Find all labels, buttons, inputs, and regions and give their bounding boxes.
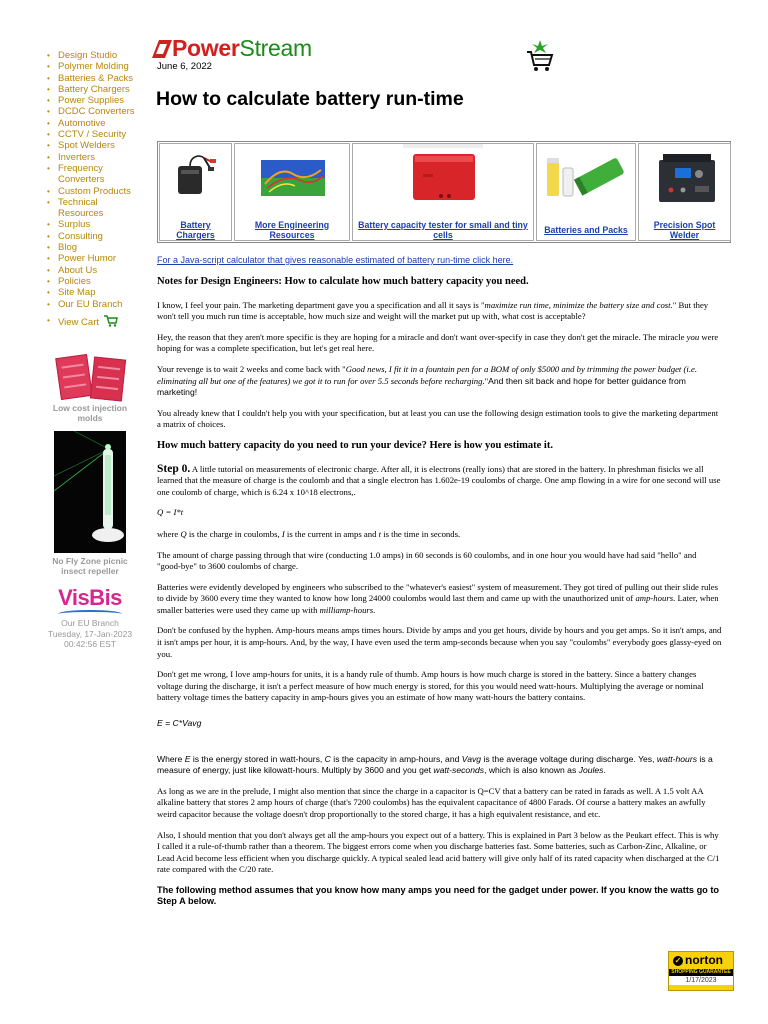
sidebar-item-custom-products[interactable] bbox=[40, 186, 140, 197]
article-body bbox=[157, 270, 722, 917]
battery-charger-image[interactable] bbox=[160, 144, 231, 219]
sidebar-link[interactable]: Site Map bbox=[58, 287, 96, 299]
logo-power-text: Power bbox=[172, 35, 240, 61]
sidebar-item-policies[interactable] bbox=[40, 276, 140, 287]
norton-check-icon: ✓ bbox=[674, 955, 682, 965]
paragraph: Don't get me wrong, I love amp-hours for units, it is a handy rule of thumb. Amp hours is how much charge is stored in the battery. Since a battery changes voltage during the discharge, it isn't a perfect measure of how much energy is stored, for this you would need watt-hours. Multiplying the average or nominal battery voltage times the battery capacity in amp-hours gives you an estimate of how many watt-hours the battery contains. bbox=[157, 669, 704, 703]
paragraph: Batteries were evidently developed by engineers who subscribed to the "whatever's easiest" system of measurement. They got tired of pulling out their slide rules to divide by 3600 every time they wanted to know how long 24000 coulombs would last them and came up with the unauthorized unit of amp-hours. Later, when smaller batteries were used they came up with milliamp-hours. bbox=[157, 581, 719, 615]
javascript-calculator-link[interactable]: For a Java-script calculator that gives reasonable estimated of battery run-time click here. bbox=[157, 255, 514, 265]
sidebar-item-about-us[interactable] bbox=[40, 265, 140, 276]
sidebar-item-technical-resources[interactable] bbox=[40, 197, 140, 220]
sidebar-link[interactable]: CCTV / Security bbox=[58, 129, 127, 141]
sidebar-link[interactable]: Our EU Branch bbox=[58, 298, 123, 310]
sidebar-item-frequency-converters[interactable] bbox=[40, 163, 140, 186]
engineering-resources-image[interactable] bbox=[235, 144, 349, 219]
visbis-logo[interactable]: VisBis bbox=[58, 585, 122, 611]
product-link-spot-welder[interactable]: Precision Spot Welder bbox=[653, 219, 716, 240]
sidebar-item-automotive[interactable] bbox=[40, 118, 140, 129]
sidebar bbox=[40, 50, 140, 650]
sidebar-item-polymer-molding[interactable] bbox=[40, 61, 140, 72]
paragraph: You already knew that I couldn't help you with your specification, but at least you can use the following design estimation tools to give the marketing department a matrix of choices. bbox=[157, 407, 719, 430]
product-cell[interactable] bbox=[159, 143, 232, 241]
powerstream-logo[interactable] bbox=[152, 36, 312, 61]
sidebar-item-batteries-packs[interactable] bbox=[40, 73, 140, 84]
picnic-repeller-image[interactable] bbox=[54, 431, 126, 553]
molds-caption[interactable]: Low cost injection molds bbox=[52, 403, 128, 424]
sidebar-link[interactable]: Policies bbox=[58, 275, 91, 287]
sidebar-item-blog[interactable] bbox=[40, 242, 140, 253]
picnic-promo[interactable] bbox=[40, 431, 140, 576]
visbis-swoosh bbox=[58, 610, 122, 618]
view-cart-item[interactable] bbox=[40, 315, 140, 330]
paragraph-energy: Where E is the energy stored in watt-hours, C is the capacity in amp-hours, and Vavg is the average voltage during discharge. Yes, watt-hours is a measure of energy, just like kilowatt-hours. Multiply by 3600 and you get watt-seconds, which is also known as Joules. bbox=[157, 753, 713, 776]
sidebar-item-spot-welders[interactable] bbox=[40, 140, 140, 151]
molds-promo[interactable] bbox=[40, 352, 140, 423]
norton-date: 1/17/2023 bbox=[669, 976, 733, 985]
paragraph-method-assumption: The following method assumes that you know how many amps you need for the gadget under power. If you know the watts go to Step A below. bbox=[157, 884, 720, 907]
article-date: June 6, 2022 bbox=[157, 61, 212, 72]
page-title: How to calculate battery run-time bbox=[156, 88, 464, 110]
current-date: Tuesday, 17-Jan-2023 bbox=[47, 628, 133, 639]
product-cell[interactable] bbox=[352, 143, 534, 241]
product-link-batteries-packs[interactable]: Batteries and Packs bbox=[544, 224, 628, 235]
capacity-tester-image[interactable] bbox=[353, 144, 533, 219]
sidebar-item-design-studio[interactable] bbox=[40, 50, 140, 61]
view-cart-link[interactable]: View Cart bbox=[58, 317, 100, 328]
sidebar-item-cctv-security[interactable] bbox=[40, 129, 140, 140]
sidebar-item-battery-chargers[interactable] bbox=[40, 84, 140, 95]
sidebar-item-power-humor[interactable] bbox=[40, 253, 140, 264]
sidebar-item-consulting[interactable] bbox=[40, 231, 140, 242]
norton-brand: norton bbox=[685, 953, 723, 967]
spot-welder-image[interactable] bbox=[639, 144, 730, 219]
product-table bbox=[157, 141, 731, 243]
paragraph-step-0: Step 0. A little tutorial on measurements of electronic charge. After all, it is electrons (really ions) that are stored in the battery. In phreshman fisicks we all learned that the measure of charge is the coulomb and that a single electron has 1.602e-19 coulombs of charge. One amp flowing in a wire for one second will use one coulomb of charge, which is 6.24 x 10^18 electrons,. bbox=[157, 462, 721, 497]
section-heading-how-much: How much battery capacity do you need to run your device? Here is how you estimate it. bbox=[157, 439, 553, 451]
paragraph: where Q is the charge in coulombs, I is the current in amps and t is the time in seconds. bbox=[157, 528, 461, 539]
paragraph: I know, I feel your pain. The marketing department gave you a specification and all it says is "maximize run time, minimize the battery size and cost." But they won't tell you much run time is acceptable, how much size and weight will the market put up with, what cost is acceptable? bbox=[157, 299, 709, 322]
sidebar-link[interactable]: Design Studio bbox=[58, 50, 118, 61]
sidebar-link[interactable]: Custom Products bbox=[58, 185, 131, 197]
sidebar-link[interactable]: Battery Chargers bbox=[58, 83, 130, 95]
sidebar-link[interactable]: Inverters bbox=[58, 151, 95, 163]
product-link-battery-chargers[interactable]: Battery Chargers bbox=[176, 219, 215, 240]
product-link-engineering-resources[interactable]: More Engineering Resources bbox=[254, 219, 330, 240]
sidebar-link[interactable]: Blog bbox=[58, 242, 78, 254]
sidebar-item-power-supplies[interactable] bbox=[40, 95, 140, 106]
logo-emblem-icon bbox=[152, 40, 172, 58]
product-link-capacity-tester[interactable]: Battery capacity tester for small and tiny cells bbox=[358, 219, 528, 240]
sidebar-link[interactable]: Automotive bbox=[58, 117, 106, 129]
paragraph: Also, I should mention that you don't always get all the amp-hours you expect out of a battery. This is explained in Part 3 below as the Peukart effect. This is why I called it a rule-of-thumb rather than a theorem. The biggest errors come when you discharge batteries fast. Some batteries, such as Carbon-Zinc, Alkaline, or Lead Acid become less efficient when you discharge quickly. A typical sealed lead acid battery will give only half of its rated capacity when discharged at the C/1 rate compared with the C/20 rate. bbox=[157, 829, 720, 875]
sidebar-item-surplus[interactable] bbox=[40, 219, 140, 230]
formula-energy: E = C*Vavg bbox=[157, 718, 202, 729]
paragraph: As long as we are in the prelude, I might also mention that since the charge in a capacitor is Q=CV that a battery can be rated in farads as well. A 1.5 volt AA alkaline battery that stores 2 amp hours of charge (that's 7200 coulombs) has the equivalent capacitance of 4800 Farads. Of course a battery makes an awfully weird capacitor because the voltage doesn't drop proportionally to the stored charge, it has a high equivalent resistance, and etc. bbox=[157, 785, 706, 819]
norton-guarantee-text: SHOPPING GUARANTEE bbox=[669, 969, 733, 976]
current-time: 00:42:56 EST bbox=[64, 639, 116, 650]
sidebar-link[interactable]: Power Humor bbox=[58, 253, 117, 265]
sidebar-nav bbox=[40, 50, 140, 330]
sidebar-item-dcdc-converters[interactable] bbox=[40, 106, 140, 117]
visbis-block[interactable] bbox=[40, 586, 140, 650]
logo-stream-text: Stream bbox=[239, 35, 312, 61]
visbis-subtitle[interactable]: Our EU Branch bbox=[61, 618, 119, 629]
sidebar-link[interactable]: DCDC Converters bbox=[58, 106, 135, 118]
sidebar-link[interactable]: Power Supplies bbox=[58, 95, 125, 107]
sidebar-link[interactable]: Frequency Converters bbox=[58, 162, 105, 186]
norton-shopping-guarantee-badge[interactable] bbox=[668, 951, 734, 991]
product-cell[interactable] bbox=[536, 143, 636, 241]
sidebar-item-site-map[interactable] bbox=[40, 287, 140, 298]
sidebar-link[interactable]: Surplus bbox=[58, 219, 91, 231]
step-0-label: Step 0. bbox=[157, 462, 191, 475]
paragraph: Your revenge is to wait 2 weeks and come back with "Good news, I fit it in a fountain pen for a BOM of only $5000 and by trimming the power budget (i.e. eliminating all but one of the features) we got it to run for over 5.5 seconds before recharging."And then sit back and hope for better guidance from marketing! bbox=[157, 363, 698, 398]
paragraph: Hey, the reason that they aren't more specific is they are hoping for a miracle and don't want over-specify in case they don't get the miracle. The miracle you were hoping for was a complete specification, but let's get real here. bbox=[157, 331, 719, 354]
sidebar-link[interactable]: Technical Resources bbox=[58, 196, 104, 220]
sidebar-item-eu-branch[interactable] bbox=[40, 299, 140, 310]
formula-charge: Q = I*t bbox=[157, 507, 184, 518]
picnic-caption[interactable]: No Fly Zone picnic insect repeller bbox=[52, 556, 128, 577]
sidebar-link[interactable]: Polymer Molding bbox=[58, 61, 129, 73]
shopping-cart-icon[interactable] bbox=[526, 38, 554, 77]
paragraph: Don't be confused by the hyphen. Amp-hours means amps times hours. Divide by amps and you get hours, divide by hours and you get amps. So it isn't amps, and it isn't amps per hour, it is amp-hours. And, by the way, I have even used the term amp-seconds because when you say "coulombs" everybody goes glassy-eyed on you. bbox=[157, 625, 722, 659]
molds-image[interactable] bbox=[50, 352, 130, 400]
product-cell[interactable] bbox=[638, 143, 731, 241]
product-cell[interactable] bbox=[234, 143, 350, 241]
section-heading-notes: Notes for Design Engineers: How to calculate how much battery capacity you need. bbox=[157, 276, 529, 287]
sidebar-link[interactable]: About Us bbox=[58, 264, 98, 276]
cart-icon[interactable] bbox=[104, 315, 118, 330]
batteries-packs-image[interactable] bbox=[537, 144, 635, 219]
sidebar-item-inverters[interactable] bbox=[40, 152, 140, 163]
sidebar-link[interactable]: Spot Welders bbox=[58, 140, 115, 152]
paragraph: The amount of charge passing through that wire (conducting 1.0 amps) in 60 seconds is 60 coulombs, and in one hour you would have had said "hello" and "good-bye" to 3600 coulombs of charge. bbox=[157, 549, 697, 572]
sidebar-link[interactable]: Consulting bbox=[58, 230, 103, 242]
sidebar-link[interactable]: Batteries & Packs bbox=[58, 72, 133, 84]
